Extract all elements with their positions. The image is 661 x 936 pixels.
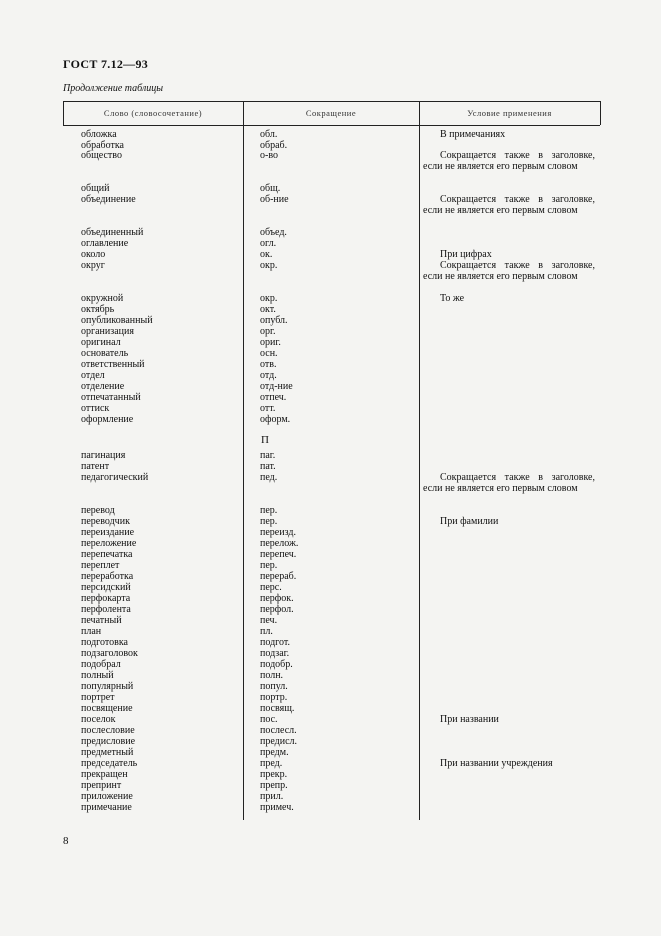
- column-header-condition: Условие применения: [467, 108, 552, 118]
- table-caption: Продолжение таблицы: [63, 83, 164, 94]
- word-cell: переплет: [81, 560, 120, 571]
- word-cell: переложение: [81, 538, 137, 549]
- abbreviation-cell: отв.: [260, 359, 277, 370]
- word-cell: опубликованный: [81, 315, 153, 326]
- abbreviation-cell: окр.: [260, 293, 278, 304]
- word-cell: окружной: [81, 293, 124, 304]
- abbreviation-cell: паг.: [260, 450, 276, 461]
- word-cell: отдел: [81, 370, 105, 381]
- condition-cell: В примечаниях: [440, 129, 506, 140]
- abbreviation-cell: пат.: [260, 461, 276, 472]
- abbreviation-cell: предм.: [260, 747, 289, 758]
- condition-cell: Сокращается также в заголовке, если не является его первым словом: [423, 472, 595, 494]
- word-cell: перевод: [81, 505, 115, 516]
- condition-cell: При названии: [440, 714, 499, 725]
- abbreviation-cell: прекр.: [260, 769, 288, 780]
- abbreviation-cell: оформ.: [260, 414, 291, 425]
- section-letter: П: [261, 434, 269, 446]
- word-cell: примечание: [81, 802, 132, 813]
- abbreviation-cell: окт.: [260, 304, 276, 315]
- header-bottom-border: [63, 125, 600, 126]
- abbreviation-cell: окр.: [260, 260, 278, 271]
- abbreviation-cell: об-ние: [260, 194, 289, 205]
- word-cell: перфокарта: [81, 593, 131, 604]
- abbreviation-cell: отпеч.: [260, 392, 287, 403]
- abbreviation-cell: осн.: [260, 348, 278, 359]
- word-cell: прекращен: [81, 769, 128, 780]
- word-cell: общий: [81, 183, 110, 194]
- abbreviation-cell: отт.: [260, 403, 276, 414]
- abbreviation-cell: перс.: [260, 582, 282, 593]
- abbreviation-cell: перфол.: [260, 604, 294, 615]
- word-cell: перфолента: [81, 604, 131, 615]
- word-cell: план: [81, 626, 102, 637]
- abbreviation-cell: пл.: [260, 626, 273, 637]
- condition-cell: Сокращается также в заголовке, если не является его первым словом: [423, 150, 595, 172]
- word-cell: объединение: [81, 194, 136, 205]
- word-cell: популярный: [81, 681, 134, 692]
- abbreviation-cell: перелож.: [260, 538, 299, 549]
- word-cell: обложка: [81, 129, 117, 140]
- word-cell: переводчик: [81, 516, 130, 527]
- abbreviation-cell: пед.: [260, 472, 278, 483]
- word-cell: приложение: [81, 791, 133, 802]
- abbreviation-cell: отд-ние: [260, 381, 293, 392]
- abbreviation-cell: предисл.: [260, 736, 298, 747]
- abbreviation-cell: обраб.: [260, 139, 288, 151]
- word-cell: портрет: [81, 692, 115, 703]
- word-cell: оригинал: [81, 337, 121, 348]
- abbreviation-cell: общ.: [260, 183, 281, 194]
- abbreviation-cell: пер.: [260, 505, 278, 516]
- word-cell: объединенный: [81, 227, 144, 238]
- word-cell: полный: [81, 670, 114, 681]
- word-cell: препринт: [81, 780, 122, 791]
- page-number: 8: [63, 835, 69, 847]
- abbreviation-cell: примеч.: [260, 802, 294, 813]
- word-cell: педагогический: [81, 472, 149, 483]
- word-cell: общество: [81, 150, 122, 161]
- abbreviation-cell: портр.: [260, 692, 288, 703]
- word-cell: отделение: [81, 381, 125, 392]
- column-divider-1: [243, 101, 244, 820]
- abbreviation-cell: печ.: [260, 615, 278, 626]
- word-cell: персидский: [81, 582, 131, 593]
- abbreviation-cell: подгот.: [260, 637, 290, 648]
- abbreviation-cell: о-во: [260, 150, 278, 161]
- word-cell: послесловие: [81, 725, 135, 736]
- word-cell: отпечатанный: [81, 392, 141, 403]
- abbreviation-cell: опубл.: [260, 315, 288, 326]
- word-cell: переиздание: [81, 527, 135, 538]
- abbreviation-cell: огл.: [260, 238, 277, 249]
- abbreviation-cell: ок.: [260, 249, 273, 260]
- word-cell: около: [81, 249, 106, 260]
- word-cell: оформление: [81, 414, 134, 425]
- word-cell: подзаголовок: [81, 648, 138, 659]
- word-cell: подобрал: [81, 659, 121, 670]
- abbreviation-cell: пер.: [260, 516, 278, 527]
- abbreviation-cell: отд.: [260, 370, 277, 381]
- abbreviation-cell: подобр.: [260, 659, 293, 670]
- abbreviation-cell: перфок.: [260, 593, 294, 604]
- abbreviation-cell: переизд.: [260, 527, 296, 538]
- word-cell: предметный: [81, 747, 134, 758]
- word-cell: председатель: [81, 758, 138, 769]
- condition-cell: При фамилии: [440, 516, 499, 527]
- word-cell: основатель: [81, 348, 129, 359]
- column-header-word: Слово (словосочетание): [103, 108, 203, 118]
- word-cell: патент: [81, 461, 110, 472]
- abbreviation-cell: посвящ.: [260, 703, 295, 714]
- column-header-abbreviation: Сокращение: [305, 108, 357, 118]
- condition-cell: Сокращается также в заголовке, если не является его первым словом: [423, 194, 595, 216]
- condition-cell: Сокращается также в заголовке, если не является его первым словом: [423, 260, 595, 282]
- word-cell: обработка: [81, 139, 124, 151]
- abbreviation-cell: попул.: [260, 681, 288, 692]
- word-cell: округ: [81, 260, 105, 271]
- condition-cell: При названии учреждения: [440, 758, 553, 769]
- condition-cell: То же: [440, 293, 465, 304]
- abbreviation-cell: подзаг.: [260, 648, 290, 659]
- word-cell: предисловие: [81, 736, 136, 747]
- right-border: [600, 101, 601, 125]
- abbreviation-cell: объед.: [260, 227, 287, 238]
- abbreviation-cell: обл.: [260, 129, 278, 140]
- word-cell: поселок: [81, 714, 116, 725]
- word-cell: подготовка: [81, 637, 128, 648]
- document-header: ГОСТ 7.12—93: [63, 57, 149, 71]
- column-divider-2: [419, 101, 420, 820]
- abbreviation-cell: пос.: [260, 714, 278, 725]
- abbreviation-cell: перепеч.: [260, 549, 297, 560]
- word-cell: посвящение: [81, 703, 133, 714]
- word-cell: организация: [81, 326, 134, 337]
- word-cell: печатный: [81, 615, 122, 626]
- word-cell: оттиск: [81, 403, 110, 414]
- condition-cell: При цифрах: [440, 249, 492, 260]
- abbreviation-cell: пред.: [260, 758, 283, 769]
- word-cell: октябрь: [81, 304, 115, 315]
- abbreviation-cell: пер.: [260, 560, 278, 571]
- word-cell: ответственный: [81, 359, 145, 370]
- word-cell: перепечатка: [81, 549, 133, 560]
- abbreviation-cell: препр.: [260, 780, 288, 791]
- abbreviation-cell: перераб.: [260, 571, 297, 582]
- abbreviation-cell: прил.: [260, 791, 284, 802]
- abbreviation-cell: послесл.: [260, 725, 297, 736]
- table-top-border: [63, 101, 600, 102]
- word-cell: пагинация: [81, 450, 126, 461]
- abbreviation-cell: орг.: [260, 326, 276, 337]
- word-cell: оглавление: [81, 238, 129, 249]
- abbreviation-table: [63, 101, 600, 820]
- abbreviation-cell: полн.: [260, 670, 284, 681]
- word-cell: переработка: [81, 571, 134, 582]
- abbreviation-cell: ориг.: [260, 337, 281, 348]
